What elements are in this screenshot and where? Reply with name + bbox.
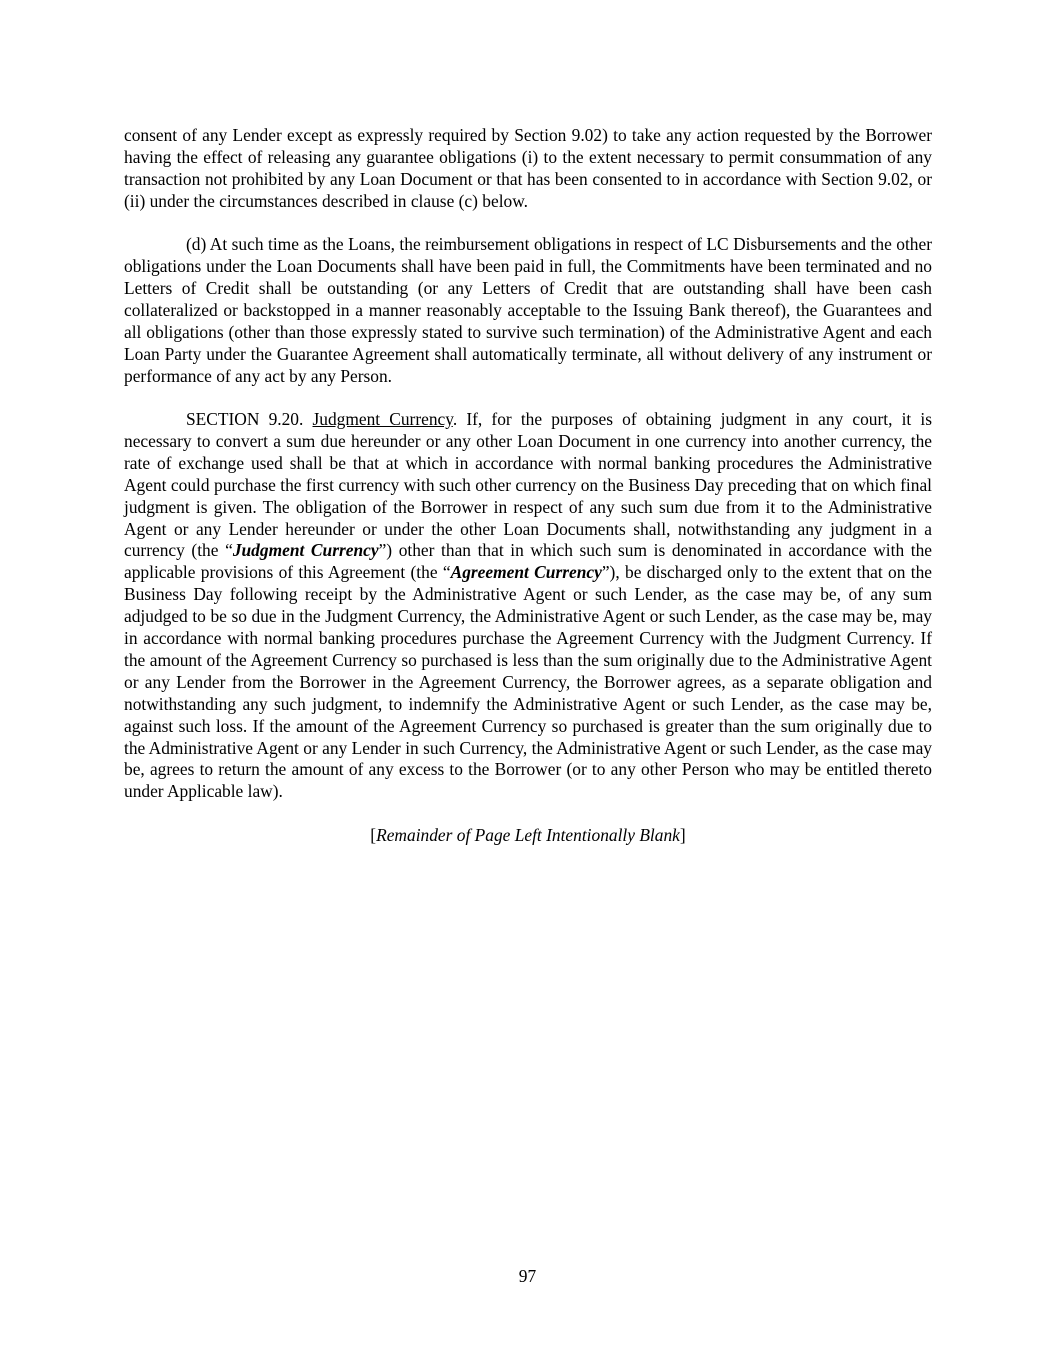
note-close-bracket: ]: [679, 824, 686, 845]
section-text-part-3: ”), be discharged only to the extent that on the Business Day following receipt by the Administrative Agent or such Lender, as the case may be, of any sum adjudged to be so due in the Judgment Currency, the Administrative Agent or such Lender, as the case may be, may in accordance with normal banking procedures purchase the Agreement Currency with the Judgment Currency. If the amount of the Agreement Currency so purchased is less than the sum originally due to the Administrative Agent or any Lender from the Borrower in the Agreement Currency, the Borrower agrees, as a separate obligation and notwithstanding any such judgment, to indemnify the Administrative Agent or such Lender, as the case may be, against such loss. If the amount of the Agreement Currency so purchased is greater than the sum originally due to the Administrative Agent or any Lender in such Currency, the Administrative Agent or such Lender, as the case may be, agrees to return the amount of any excess to the Borrower (or to any other Person who may be entitled thereto under Applicable law).: [124, 562, 932, 802]
document-body: [124, 125, 932, 847]
defined-term-judgment-currency: Judgment Currency: [232, 540, 379, 561]
section-text-part-1: . If, for the purposes of obtaining judgment in any court, it is necessary to convert a sum due hereunder or any other Loan Document in one currency into another currency, the rate of exchange used shall be that at which in accordance with normal banking procedures the Administrative Agent could purchase the first currency with such other currency on the Business Day preceding that on which final judgment is given. The obligation of the Borrower in respect of any such sum due from it to the Administrative Agent or any Lender hereunder or under the other Loan Documents shall, notwithstanding any judgment in a currency (the “: [124, 408, 932, 561]
section-9-20-paragraph: [124, 409, 932, 803]
section-heading: Judgment Currency: [312, 408, 453, 429]
defined-term-agreement-currency: Agreement Currency: [450, 562, 602, 583]
paragraph-d-guarantee-termination: (d) At such time as the Loans, the reimbursement obligations in respect of LC Disbursements and the other obligations under the Loan Documents shall have been paid in full, the Commitments have been terminated and no Letters of Credit shall be outstanding (or any Letters of Credit that are outstanding shall have been cash collateralized or backstopped in a manner reasonably acceptable to the Issuing Bank thereof), the Guarantees and all obligations (other than those expressly stated to survive such termination) of the Administrative Agent and each Loan Party under the Guarantee Agreement shall automatically terminate, all without delivery of any instrument or performance of any act by any Person.: [124, 234, 932, 386]
paragraph-consent-continuation: consent of any Lender except as expressly required by Section 9.02) to take any action requested by the Borrower having the effect of releasing any guarantee obligations (i) to the extent necessary to permit consummation of any transaction not prohibited by any Loan Document or that has been consented to in accordance with Section 9.02, or (ii) under the circumstances described in clause (c) below.: [124, 125, 932, 211]
page-number: 97: [518, 1266, 537, 1286]
section-text-part-2: ”) other than that in which such sum is denominated in accordance with the applicable provisions of this Agreement (the “: [124, 540, 932, 583]
section-number: SECTION 9.20.: [186, 408, 304, 429]
remainder-blank-note: [124, 825, 932, 847]
note-text: Remainder of Page Left Intentionally Blank: [376, 824, 680, 845]
note-open-bracket: [: [370, 824, 377, 845]
